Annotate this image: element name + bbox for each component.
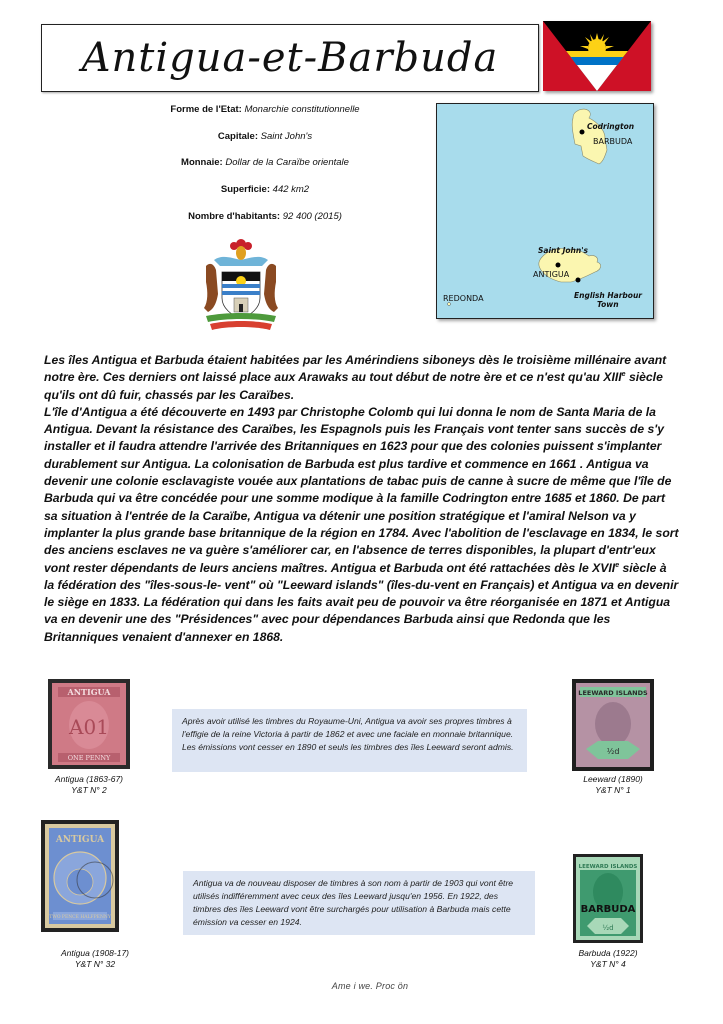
map-label-codrington: Codrington [587, 122, 635, 131]
stamp-leeward-1890-image [572, 679, 654, 771]
saint-johns-marker-icon [556, 263, 561, 268]
note-box-2: Antigua va de nouveau disposer de timbres à son nom à partir de 1903 qui vont être utilisés indifféremment avec ceux des îles Leeward jusqu'en 1956. En 1922, des timbres des îles Leeward vont être surchargés pour utilisation à Barbuda mais cette émission va cesser en 1924. [183, 871, 535, 935]
codrington-marker-icon [580, 130, 585, 135]
map-label-redonda: REDONDA [443, 294, 484, 303]
map [436, 103, 654, 319]
svg-text:LEEWARD ISLANDS: LEEWARD ISLANDS [578, 864, 638, 870]
svg-text:ONE PENNY: ONE PENNY [67, 754, 111, 762]
stamp-barbuda-1922-image [573, 854, 643, 943]
stamp-caption-antigua-1863: Antigua (1863-67) Y&T N° 2 [54, 774, 124, 795]
map-label-english-harbour-town: Town [597, 300, 619, 309]
stamp-antigua-1908-image [41, 820, 119, 932]
svg-text:BARBUDA: BARBUDA [580, 904, 636, 915]
stamp-caption-antigua-1908: Antigua (1908-17) Y&T N° 32 [60, 948, 130, 969]
history-paragraph-1: Les îles Antigua et Barbuda étaient habitées par les Amérindiens siboneys dès le troisième millénaire avant notre ère. Ces derniers ont laissé place aux Arawaks au tout début de notre ère et ce n'est qu'au XIIIe siècle qu'ils ont dû fuir, chassés par les Caraïbes. [44, 353, 667, 402]
coat-of-arms-icon [196, 236, 286, 334]
info-form-of-state: Forme de l'Etat: Monarchie constitutionnelle [170, 104, 360, 115]
svg-text:TWO PENCE HALFPENNY: TWO PENCE HALFPENNY [49, 915, 111, 920]
map-label-antigua: ANTIGUA [533, 270, 570, 279]
note-box-1: Après avoir utilisé les timbres du Royaume-Uni, Antigua va avoir ses propres timbres à l'effigie de la reine Victoria à partir de 1862 et avec une faciale en monnaie britannique. Les émissions vont cesser en 1890 et seuls les timbres des îles Leeward seront admis. [172, 709, 527, 772]
history-paragraph-2: L'île d'Antigua a été découverte en 1493 par Christophe Colomb qui lui donna le nom de Santa Maria de la Antigua. Devant la résistance des Caraïbes, les Espagnols puis les Français vont tenter sans succès de s'y installer et il faudra attendre l'arrivée des Britanniques en 1623 pour que des colonies puissent s'implanter durablement sur Antigua. La colonisation de Barbuda est plus tardive et commence en 1661 . Antigua va devenir une colonie esclavagiste vouée aux plantations de tabac puis de canne à sucre de même que l'île de Barbuda qui va être concédée pour une somme modique à la famille Codrington entre 1685 et 1860. De part sa situation à l'entrée de la Caraïbe, Antigua va détenir une position stratégique et l'amiral Nelson va y implanter la plus grande base britannique de la région en 1784. Avec l'abolition de l'esclavage en 1834, le sort des anciens esclaves ne va guère s'améliorer car, en l'absence de terres disponibles, la plupart d'entr'eux vont rester dépendants de leurs anciens maîtres. Antigua et Barbuda ont été rattachées dès le XVIIe siècle à la fédération des "îles-sous-le- vent" où "Leeward islands" (îles-du-vent en Français) et Antigua va en devenir le siège en 1833. La fédération qui dans les faits avait peu de pouvoir va être réorganisée en 1871 et Antigua va en devenir une des "Présidences" avec pour dépendances Barbuda ainsi que Redonda que les Britanniques venaient d'annexer en 1868. [44, 404, 679, 644]
svg-text:ANTIGUA: ANTIGUA [55, 835, 105, 845]
history-text [44, 352, 680, 646]
map-label-barbuda: BARBUDA [593, 137, 633, 146]
map-label-saint-johns: Saint John's [538, 246, 588, 255]
english-harbour-marker-icon [576, 278, 581, 283]
stamp-antigua-1863-image [48, 679, 130, 769]
info-currency: Monnaie: Dollar de la Caraïbe orientale [181, 157, 349, 168]
info-capital: Capitale: Saint John's [217, 131, 313, 142]
title-box [41, 24, 539, 92]
svg-text:½d: ½d [602, 924, 614, 932]
page-footer: Ame i we. Proc ön [331, 981, 409, 991]
page-title: Antigua-et-Barbuda [81, 35, 499, 81]
svg-text:LEEWARD ISLANDS: LEEWARD ISLANDS [578, 689, 648, 697]
stamp-caption-leeward-1890: Leeward (1890) Y&T N° 1 [583, 774, 643, 795]
svg-text:½d: ½d [606, 747, 620, 756]
info-population: Nombre d'habitants: 92 400 (2015) [188, 211, 342, 222]
svg-text:ANTIGUA: ANTIGUA [67, 687, 111, 697]
svg-text:A01: A01 [69, 715, 109, 739]
map-label-english-harbour: English Harbour [574, 291, 642, 300]
antigua-barbuda-flag-icon [543, 21, 651, 91]
info-area: Superficie: 442 km2 [220, 184, 310, 195]
stamp-caption-barbuda-1922: Barbuda (1922) Y&T N° 4 [578, 948, 638, 969]
